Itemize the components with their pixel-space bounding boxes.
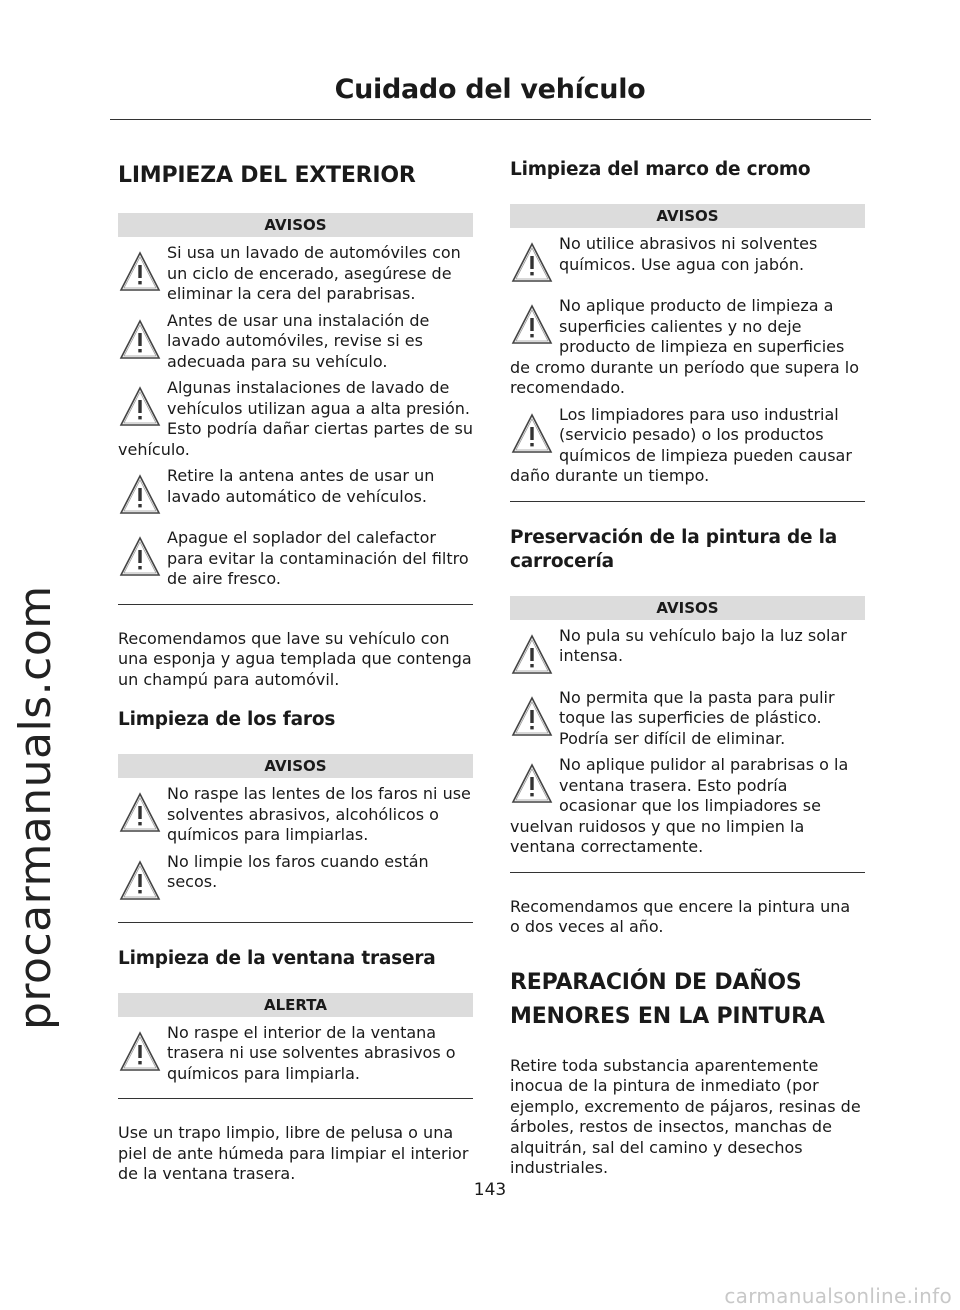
warning-item (510, 234, 865, 290)
section-divider (118, 604, 473, 605)
warning-text: Algunas instalaciones de lavado de vehículos utilizan agua a alta presión. Esto podría dañar ciertas partes de su vehículo. (118, 378, 473, 459)
heading-preservacion-pintura: Preservación de la pintura de la carrocería (510, 526, 838, 572)
warning-text: No raspe las lentes de los faros ni use solventes abrasivos, alcohólicos o químicos para limpiarlas. (167, 784, 471, 844)
warning-text: No aplique pulidor al parabrisas o la ventana trasera. Esto podría ocasionar que los limpiadores se vuelvan ruidosos y que no limpien la ventana correctamente. (510, 755, 849, 856)
heading-limpieza-ventana: Limpieza de la ventana trasera (118, 947, 436, 969)
warning-text: No raspe el interior de la ventana trasera ni use solventes abrasivos o químicos para limpiarla. (167, 1022, 456, 1083)
warning-triangle-icon (510, 626, 554, 682)
warning-triangle-icon (118, 311, 162, 367)
section-divider (510, 501, 865, 502)
warning-text: Antes de usar una instalación de lavado automóviles, revise si es adecuada para su vehículo. (167, 310, 430, 371)
warning-triangle-icon (510, 296, 554, 352)
warning-item (118, 378, 473, 460)
alerta-header: ALERTA (118, 993, 473, 1017)
footer-watermark: carmanualsonline.info (724, 1284, 952, 1308)
body-paragraph: Use un trapo limpio, libre de pelusa o una piel de ante húmeda para limpiar el interior de la ventana trasera. (118, 1123, 469, 1183)
heading-limpieza-faros: Limpieza de los faros (118, 709, 336, 730)
warning-triangle-icon (510, 405, 554, 461)
section-divider (510, 872, 865, 873)
warning-item (118, 311, 473, 373)
warning-item (510, 296, 865, 399)
right-column (510, 158, 865, 1197)
warning-item (510, 626, 865, 682)
page-title: Cuidado del vehículo (334, 74, 646, 105)
warning-item (118, 243, 473, 305)
warning-text: Apague el soplador del calefactor para evitar la contaminación del filtro de aire fresco. (167, 528, 469, 588)
warning-triangle-icon (118, 243, 162, 299)
heading-limpieza-cromo: Limpieza del marco de cromo (510, 159, 811, 180)
avisos-header: AVISOS (118, 213, 473, 237)
body-paragraph: Recomendamos que lave su vehículo con una esponja y agua templada que contenga un champú para automóvil. (118, 628, 472, 689)
warning-triangle-icon (118, 528, 162, 584)
warning-text: No limpie los faros cuando están secos. (167, 851, 429, 891)
warning-item (118, 852, 473, 908)
heading-reparacion-danos: REPARACIÓN DE DAÑOS MENORES EN LA PINTURA (510, 969, 825, 1029)
warning-text: No permita que la pasta para pulir toque las superficies de plástico. Podría ser difícil de eliminar. (559, 687, 835, 748)
avisos-header: AVISOS (118, 754, 473, 778)
heading-limpieza-exterior: LIMPIEZA DEL EXTERIOR (118, 163, 416, 188)
warning-text: Los limpiadores para uso industrial (servicio pesado) o los productos químicos de limpieza pueden causar daño durante un tiempo. (510, 404, 852, 485)
avisos-header: AVISOS (510, 204, 865, 228)
avisos-header: AVISOS (510, 596, 865, 620)
warning-item (510, 688, 865, 750)
warning-triangle-icon (118, 1023, 162, 1079)
body-paragraph: Retire toda substancia aparentemente inocua de la pintura de inmediato (por ejemplo, excremento de pájaros, resinas de árboles, restos de insectos, manchas de alquitrán, sal del camino y desechos industriales. (510, 1055, 861, 1177)
warning-text: Si usa un lavado de automóviles con un ciclo de encerado, asegúrese de eliminar la cera del parabrisas. (167, 243, 461, 303)
warning-triangle-icon (118, 852, 162, 908)
warning-triangle-icon (118, 784, 162, 840)
left-column (118, 160, 473, 1203)
section-divider (118, 1098, 473, 1099)
warning-item (118, 1023, 473, 1085)
warning-text: No utilice abrasivos ni solventes químicos. Use agua con jabón. (559, 234, 818, 274)
warning-text: No aplique producto de limpieza a superficies calientes y no deje producto de limpieza en superficies de cromo durante un período que supera lo recomendado. (510, 296, 859, 397)
warning-item (510, 405, 865, 487)
warning-triangle-icon (510, 688, 554, 744)
warning-item (118, 784, 473, 846)
section-divider (118, 922, 473, 923)
page-number: 143 (473, 1180, 507, 1200)
warning-item (118, 466, 473, 522)
warning-text: Retire la antena antes de usar un lavado automático de vehículos. (167, 466, 435, 506)
warning-item (118, 528, 473, 590)
warning-text: No pula su vehículo bajo la luz solar intensa. (559, 625, 847, 665)
warning-triangle-icon (510, 755, 554, 811)
title-rule (110, 119, 871, 120)
warning-triangle-icon (118, 466, 162, 522)
warning-triangle-icon (510, 234, 554, 290)
side-watermark: procarmanuals.com (10, 585, 61, 1030)
warning-triangle-icon (118, 378, 162, 434)
warning-item (510, 755, 865, 858)
body-paragraph: Recomendamos que encere la pintura una o dos veces al año. (510, 896, 851, 936)
